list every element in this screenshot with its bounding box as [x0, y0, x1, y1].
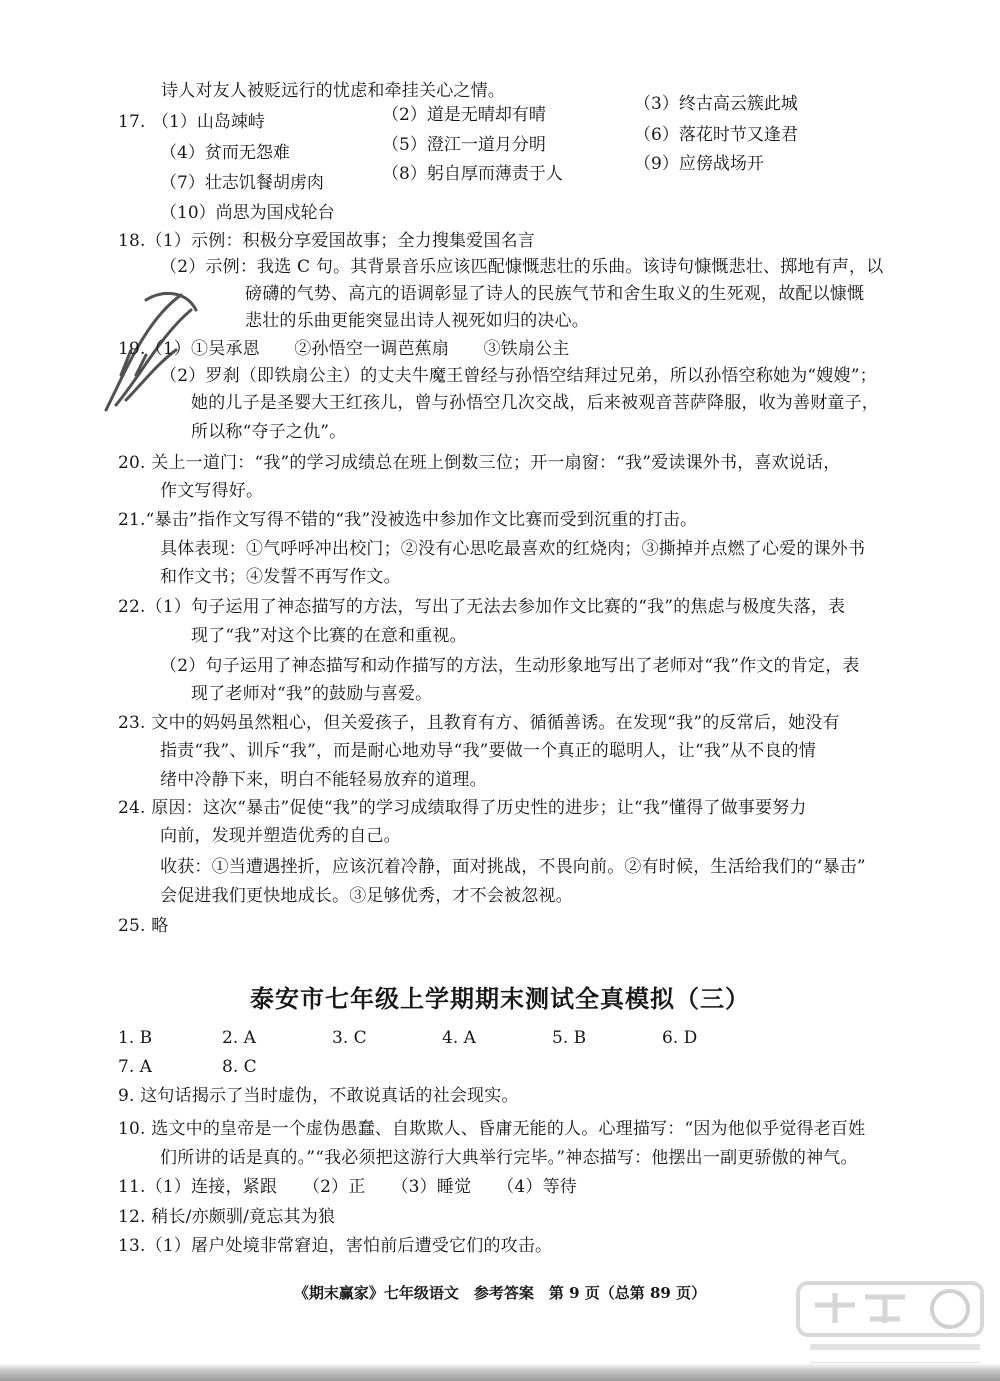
q23-line-1: 23. 文中的妈妈虽然粗心，但关爱孩子，且教育有方、循循善诱。在发现“我”的反常后，她没有 [118, 713, 840, 733]
q24-line-2: 向前，发现并塑造优秀的自己。 [160, 826, 401, 846]
q19-line-4: 所以称“夺子之仇”。 [191, 422, 347, 442]
q19-line-3: 她的儿子是圣婴大王红孩儿，曾与孙悟空几次交战，后来被观音菩萨降服，收为善财童子， [191, 393, 879, 413]
mcq-answer: 8. C [222, 1057, 257, 1077]
q22-line-3: （2）句子运用了神态描写和动作描写的方法，生动形象地写出了老师对“我”作文的肯定，表 [160, 656, 860, 676]
q23-line-2: 指责“我”、训斥“我”，而是耐心地劝导“我”要做一个真正的聪明人，让“我”从不良的情 [160, 741, 816, 761]
q24-line-4: 会促进我们更快地成长。③足够优秀，才不会被忽视。 [160, 886, 573, 906]
q17-number: 17. [118, 112, 146, 132]
q18-line-3: 磅礴的气势、高亢的语调彰显了诗人的民族气节和舍生取义的生死观，故配以慷慨 [245, 284, 865, 304]
q17-item-9: （9）应傍战场开 [634, 154, 764, 174]
q12-line-1: 12. 稍长/亦颇驯/竟忘其为狼 [118, 1207, 336, 1227]
q10-line-1: 10. 选文中的皇帝是一个虚伪愚蠢、自欺欺人、昏庸无能的人。心理描写：“因为他似乎觉得老百姓 [118, 1119, 866, 1139]
q21-line-2: 具体表现：①气呼呼冲出校门；②没有心思吃最喜欢的红烧肉；③撕掉并点燃了心爱的课外书 [160, 539, 866, 559]
q17-item-1: （1）山岛竦峙 [152, 112, 265, 132]
section-title: 泰安市七年级上学期期末测试全真模拟（三） [250, 984, 750, 1013]
q17-item-4: （4）贫而无怨难 [160, 143, 290, 163]
q24-line-3: 收获：①当遭遇挫折，应该沉着冷静，面对挑战，不畏向前。②有时候，生活给我们的“暴击” [160, 857, 866, 877]
q19-line-2: （2）罗刹（即铁扇公主）的丈夫牛魔王曾经与孙悟空结拜过兄弟，所以孙悟空称她为“嫂嫂”； [160, 366, 877, 386]
q22-line-4: 现了老师对“我”的鼓励与喜爱。 [191, 684, 433, 704]
q21-line-1: 21.“暴击”指作文写得不错的“我”没被选中参加作文比赛而受到沉重的打击。 [118, 510, 698, 530]
q23-line-3: 绪中冷静下来，明白不能轻易放弃的道理。 [160, 770, 487, 790]
q24-line-1: 24. 原因：这次“暴击”促使“我”的学习成绩取得了历史性的进步；让“我”懂得了做事要努力 [118, 798, 807, 818]
q17-item-6: （6）落花时节又逢君 [634, 125, 798, 145]
mcq-answer: 5. B [552, 1028, 587, 1048]
q17-item-5: （5）澄江一道月分明 [382, 135, 546, 155]
q25-line-1: 25. 略 [118, 916, 169, 936]
scan-edge [0, 1363, 1000, 1381]
q18-line-2: （2）示例：我选 C 句。其背景音乐应该匹配慷慨悲壮的乐曲。该诗句慷慨悲壮、掷地有声，以 [160, 257, 884, 277]
q9-line-1: 9. 这句话揭示了当时虚伪，不敢说真话的社会现实。 [118, 1086, 519, 1106]
q18-line-1: 18.（1）示例：积极分享爱国故事；全力搜集爱国名言 [118, 231, 536, 251]
q20-line-1: 20. 关上一道门：“我”的学习成绩总在班上倒数三位；开一扇窗：“我”爱读课外书，喜欢说话， [118, 453, 841, 473]
q11-line-1: 11.（1）连接，紧跟 （2）正 （3）睡觉 （4）等待 [118, 1177, 577, 1197]
q10-line-2: 们所讲的话是真的。”“我必须把这游行大典举行完毕。”神态描写：他摆出一副更骄傲的神气。 [160, 1148, 858, 1168]
q17-item-7: （7）壮志饥餐胡虏肉 [160, 173, 324, 193]
watermark-logo [790, 1275, 990, 1375]
q18-line-4: 悲壮的乐曲更能突显出诗人视死如归的决心。 [245, 311, 589, 331]
mcq-answer: 6. D [662, 1028, 698, 1048]
q22-line-1: 22.（1）句子运用了神态描写的方法，写出了无法去参加作文比赛的“我”的焦虑与极度失落，表 [118, 597, 846, 617]
q22-line-2: 现了“我”对这个比赛的在意和重视。 [191, 626, 467, 646]
q19-line-1: 19.（1）①吴承恩 ②孙悟空一调芭蕉扇 ③铁扇公主 [118, 339, 570, 359]
q21-line-3: 和作文书；④发誓不再写作文。 [160, 567, 401, 587]
continued-line: 诗人对友人被贬远行的忧虑和牵挂关心之情。 [161, 81, 505, 101]
q17-item-8: （8）躬自厚而薄责于人 [382, 164, 563, 184]
mcq-answer: 7. A [118, 1057, 152, 1077]
mcq-answer: 1. B [118, 1028, 153, 1048]
q17-item-3: （3）终古高云簇此城 [634, 94, 798, 114]
q17-item-10: （10）尚思为国戍轮台 [160, 203, 335, 223]
q17-item-2: （2）道是无晴却有晴 [382, 105, 546, 125]
q20-line-2: 作文写得好。 [160, 481, 264, 501]
mcq-answer: 4. A [442, 1028, 476, 1048]
page-footer: 《期末赢家》七年级语文 参考答案 第 9 页（总第 89 页） [293, 1284, 707, 1302]
q13-line-1: 13.（1）屠户处境非常窘迫，害怕前后遭受它们的攻击。 [118, 1236, 553, 1256]
mcq-answer: 2. A [222, 1028, 256, 1048]
mcq-answer: 3. C [332, 1028, 367, 1048]
